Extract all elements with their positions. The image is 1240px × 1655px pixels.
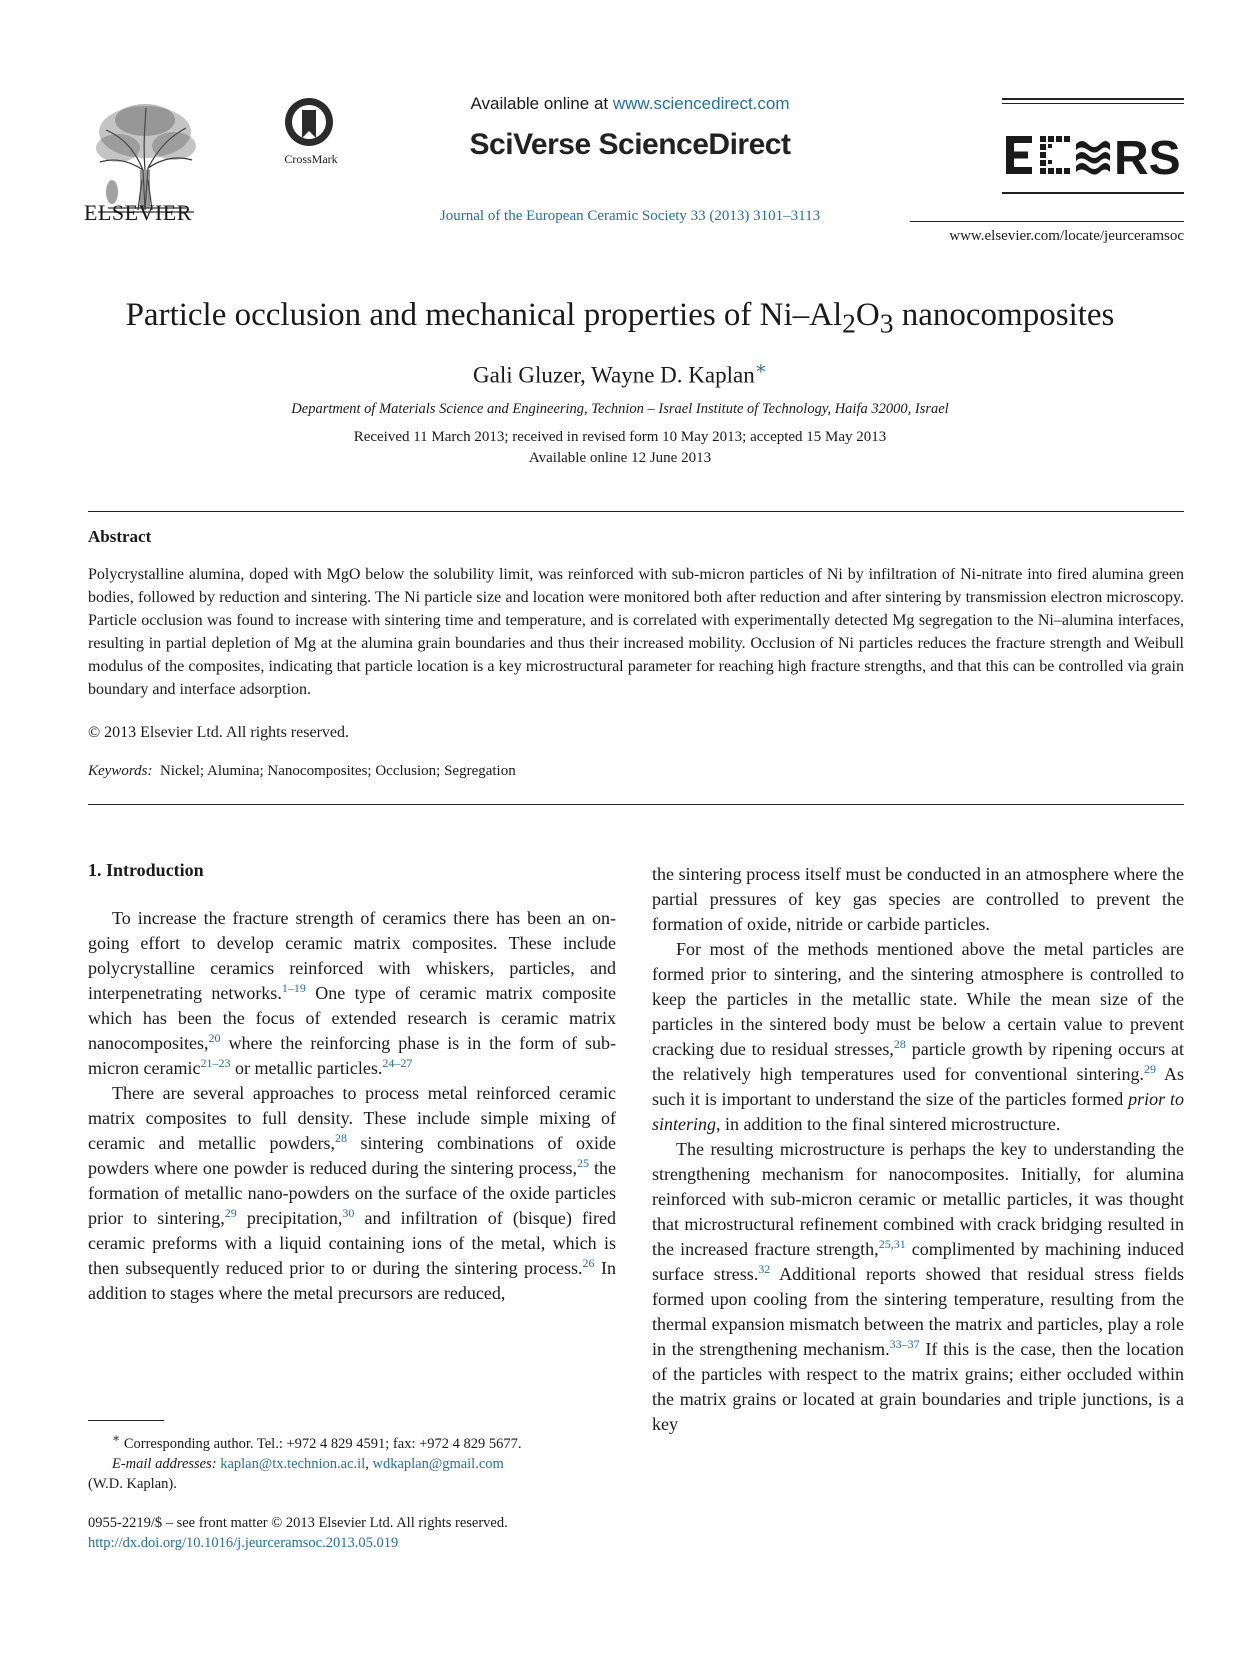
email-link[interactable]: kaplan@tx.technion.ac.il (220, 1455, 366, 1472)
author-list (60, 358, 1180, 389)
svg-text:RS: RS (1114, 132, 1181, 180)
citation-link[interactable]: 28 (893, 1037, 906, 1051)
corresponding-author-mark[interactable]: ∗ (754, 358, 767, 378)
text-run: and infiltration of (bisque) fired ceramic preforms with a liquid containing ions of the metal, which is then subsequently reduced prior to or during the sintering process. (88, 1208, 616, 1278)
abstract-copyright: © 2013 Elsevier Ltd. All rights reserved. (88, 724, 349, 741)
crossmark-label: CrossMark (284, 152, 338, 166)
authors-text: Gali Gluzer, Wayne D. Kaplan (473, 362, 755, 388)
text-run: complimented by machining induced surface stress. (652, 1239, 1185, 1284)
title-subscript: 3 (879, 307, 894, 339)
text-run: Additional reports showed that residual stress fields formed upon cooling from the sintering temperature, resulting from the thermal expansion mismatch between the matrix and particles, play a role in the strengthening mechanism. (652, 1264, 1185, 1359)
text-run: For most of the methods mentioned above the metal particles are formed prior to sintering, and the sintering atmosphere is controlled to keep the particles in the metallic state. While the mean size of the particles in the sintered body must be below a certain value to prevent cracking due to residual stresses, (652, 939, 1184, 1059)
citation-link[interactable]: 30 (342, 1206, 355, 1220)
citation-link[interactable]: 20 (208, 1031, 221, 1045)
title-text: nanocomposites (893, 297, 1115, 333)
citation-link[interactable]: 33–37 (889, 1337, 920, 1351)
keywords-list: Nickel; Alumina; Nanocomposites; Occlusion; Segregation (159, 763, 516, 779)
citation-link[interactable]: 32 (758, 1262, 771, 1276)
header-rule (1002, 98, 1184, 100)
text-run: the formation of metallic nano-powders on the surface of the oxide particles prior to sintering, (88, 1158, 617, 1228)
citation-link[interactable]: 25 (577, 1156, 590, 1170)
article-title (60, 297, 1180, 340)
abstract-rule (88, 804, 1184, 805)
citation-link[interactable]: 29 (224, 1206, 237, 1220)
affiliation: Department of Materials Science and Engineering, Technion – Israel Institute of Technology, Haifa 32000, Israel (291, 401, 949, 417)
paragraph (88, 906, 616, 1081)
citation-link[interactable]: 26 (582, 1256, 595, 1270)
ecers-logo (1002, 130, 1184, 180)
available-online-date: Available online 12 June 2013 (528, 450, 712, 466)
email-label: E-mail addresses: (112, 1455, 217, 1472)
abstract-heading: Abstract (88, 527, 152, 546)
journal-locate-url[interactable]: www.elsevier.com/locate/jeurceramsoc (949, 228, 1184, 244)
text-run: sintering combinations of oxide powders where one powder is reduced during the sintering process, (88, 1133, 617, 1178)
paragraph (88, 1081, 616, 1306)
footnote (88, 1428, 648, 1494)
sciencedirect-link[interactable]: www.sciencedirect.com (612, 94, 790, 113)
abstract-text: Polycrystalline alumina, doped with MgO below the solubility limit, was reinforced with sub-micron particles of Ni by infiltration of Ni-nitrate into fired alumina green bodies, followed by reduction and sintering. The Ni particle size and location were monitored both after reduction and after sintering by transmission electron microscopy. Particle occlusion was found to increase with sintering time and temperature, and is correlated with experimentally detected Mg segregation to the Ni–alumina interfaces, resulting in partial depletion of Mg at the alumina grain boundaries and thus their increased mobility. Occlusion of Ni particles reduces the fracture strength and Weibull modulus of the composites, indicating that particle location is a key microstructural parameter for reaching high fracture strengths, and that this can be controlled via grain boundary and interface adsorption. (88, 566, 1184, 698)
citation-link[interactable]: 25,31 (878, 1237, 906, 1251)
citation-link[interactable]: 24–27 (382, 1056, 413, 1070)
text-run: In addition to stages where the metal precursors are reduced, (88, 1258, 617, 1303)
right-column (652, 862, 1184, 1437)
footnote-line: (W.D. Kaplan). (88, 1475, 177, 1492)
text-run: precipitation, (236, 1208, 343, 1228)
paragraph: the sintering process itself must be conducted in an atmosphere where the partial pressures of key gas species are controlled to prevent the formation of oxide, nitride or carbide particles. (652, 864, 1184, 934)
left-column (88, 906, 616, 1306)
issn-line: 0955-2219/$ – see front matter © 2013 Elsevier Ltd. All rights reserved. (88, 1515, 508, 1531)
paragraph (652, 1137, 1184, 1437)
text-run: where the reinforcing phase is in the form of sub-micron ceramic (88, 1033, 616, 1078)
text-run: To increase the fracture strength of ceramics there has been an on-going effort to develop ceramic matrix composites. These include polycrystalline ceramics reinforced with whiskers, particles, and interpenetrating networks. (88, 908, 616, 1003)
corresponding-author-note: Corresponding author. Tel.: +972 4 829 4591; fax: +972 4 829 5677. (120, 1435, 522, 1452)
citation-link[interactable]: 21–23 (200, 1056, 231, 1070)
text-run: As such it is important to understand the size of the particles formed (652, 1064, 1184, 1109)
available-online-line (400, 94, 860, 114)
footnote-mark: ∗ (112, 1431, 121, 1445)
journal-reference-link[interactable]: Journal of the European Ceramic Society 33 (2013) 3101–3113 (439, 208, 821, 224)
received-dates: Received 11 March 2013; received in revised form 10 May 2013; accepted 15 May 2013 (353, 429, 887, 445)
header-rule (910, 221, 1184, 222)
title-subscript: 2 (842, 307, 856, 339)
available-prefix: Available online at (470, 94, 613, 113)
abstract-rule (88, 511, 1184, 512)
section-heading: 1. Introduction (88, 860, 204, 880)
emphasis-text: prior to sintering (652, 1089, 1184, 1134)
footnote-line (88, 1454, 648, 1474)
doi-link[interactable]: http://dx.doi.org/10.1016/j.jeurceramsoc.2013.05.019 (88, 1535, 399, 1551)
header-rule (1002, 103, 1184, 104)
platform-logo-text: SciVerse ScienceDirect (469, 128, 791, 161)
footnote-rule (88, 1420, 164, 1421)
separator: , (365, 1455, 373, 1472)
publisher-name: ELSEVIER (84, 200, 192, 225)
citation-link[interactable]: 29 (1144, 1062, 1157, 1076)
text-run: If this is the case, then the location of the particles with respect to the matrix grains; either occluded within the matrix grains or located at grain boundaries and triple junctions, is a key (652, 1339, 1184, 1434)
title-text: O (855, 297, 880, 333)
text-run: There are several approaches to process metal reinforced ceramic matrix composites to full density. These include simple mixing of ceramic and metallic powders, (88, 1083, 616, 1153)
text-run: One type of ceramic matrix composite which has been the focus of extended research is ceramic matrix nanocomposites, (88, 983, 616, 1053)
text-run: , in addition to the final sintered microstructure. (716, 1114, 1061, 1134)
citation-link[interactable]: 1–19 (281, 981, 306, 995)
header-rule (1002, 192, 1184, 194)
paragraph (652, 937, 1184, 1137)
footnote-line (88, 1428, 648, 1454)
keywords-label: Keywords: (88, 763, 153, 779)
keywords (88, 763, 516, 780)
title-text: Particle occlusion and mechanical properties of Ni–Al (125, 297, 843, 333)
text-run: particle growth by ripening occurs at the relatively high temperatures used for conventional sintering. (652, 1039, 1184, 1084)
text-run: or metallic particles. (230, 1058, 383, 1078)
text-run: The resulting microstructure is perhaps the key to understanding the strengthening mechanism for nanocomposites. Initially, for alumina reinforced with sub-micron ceramic or metallic particles, it was thought that microstructural refinement combined with crack bridging resulted in the increased fracture strength, (652, 1139, 1184, 1259)
email-link[interactable]: wdkaplan@gmail.com (372, 1455, 504, 1472)
citation-link[interactable]: 28 (334, 1131, 347, 1145)
